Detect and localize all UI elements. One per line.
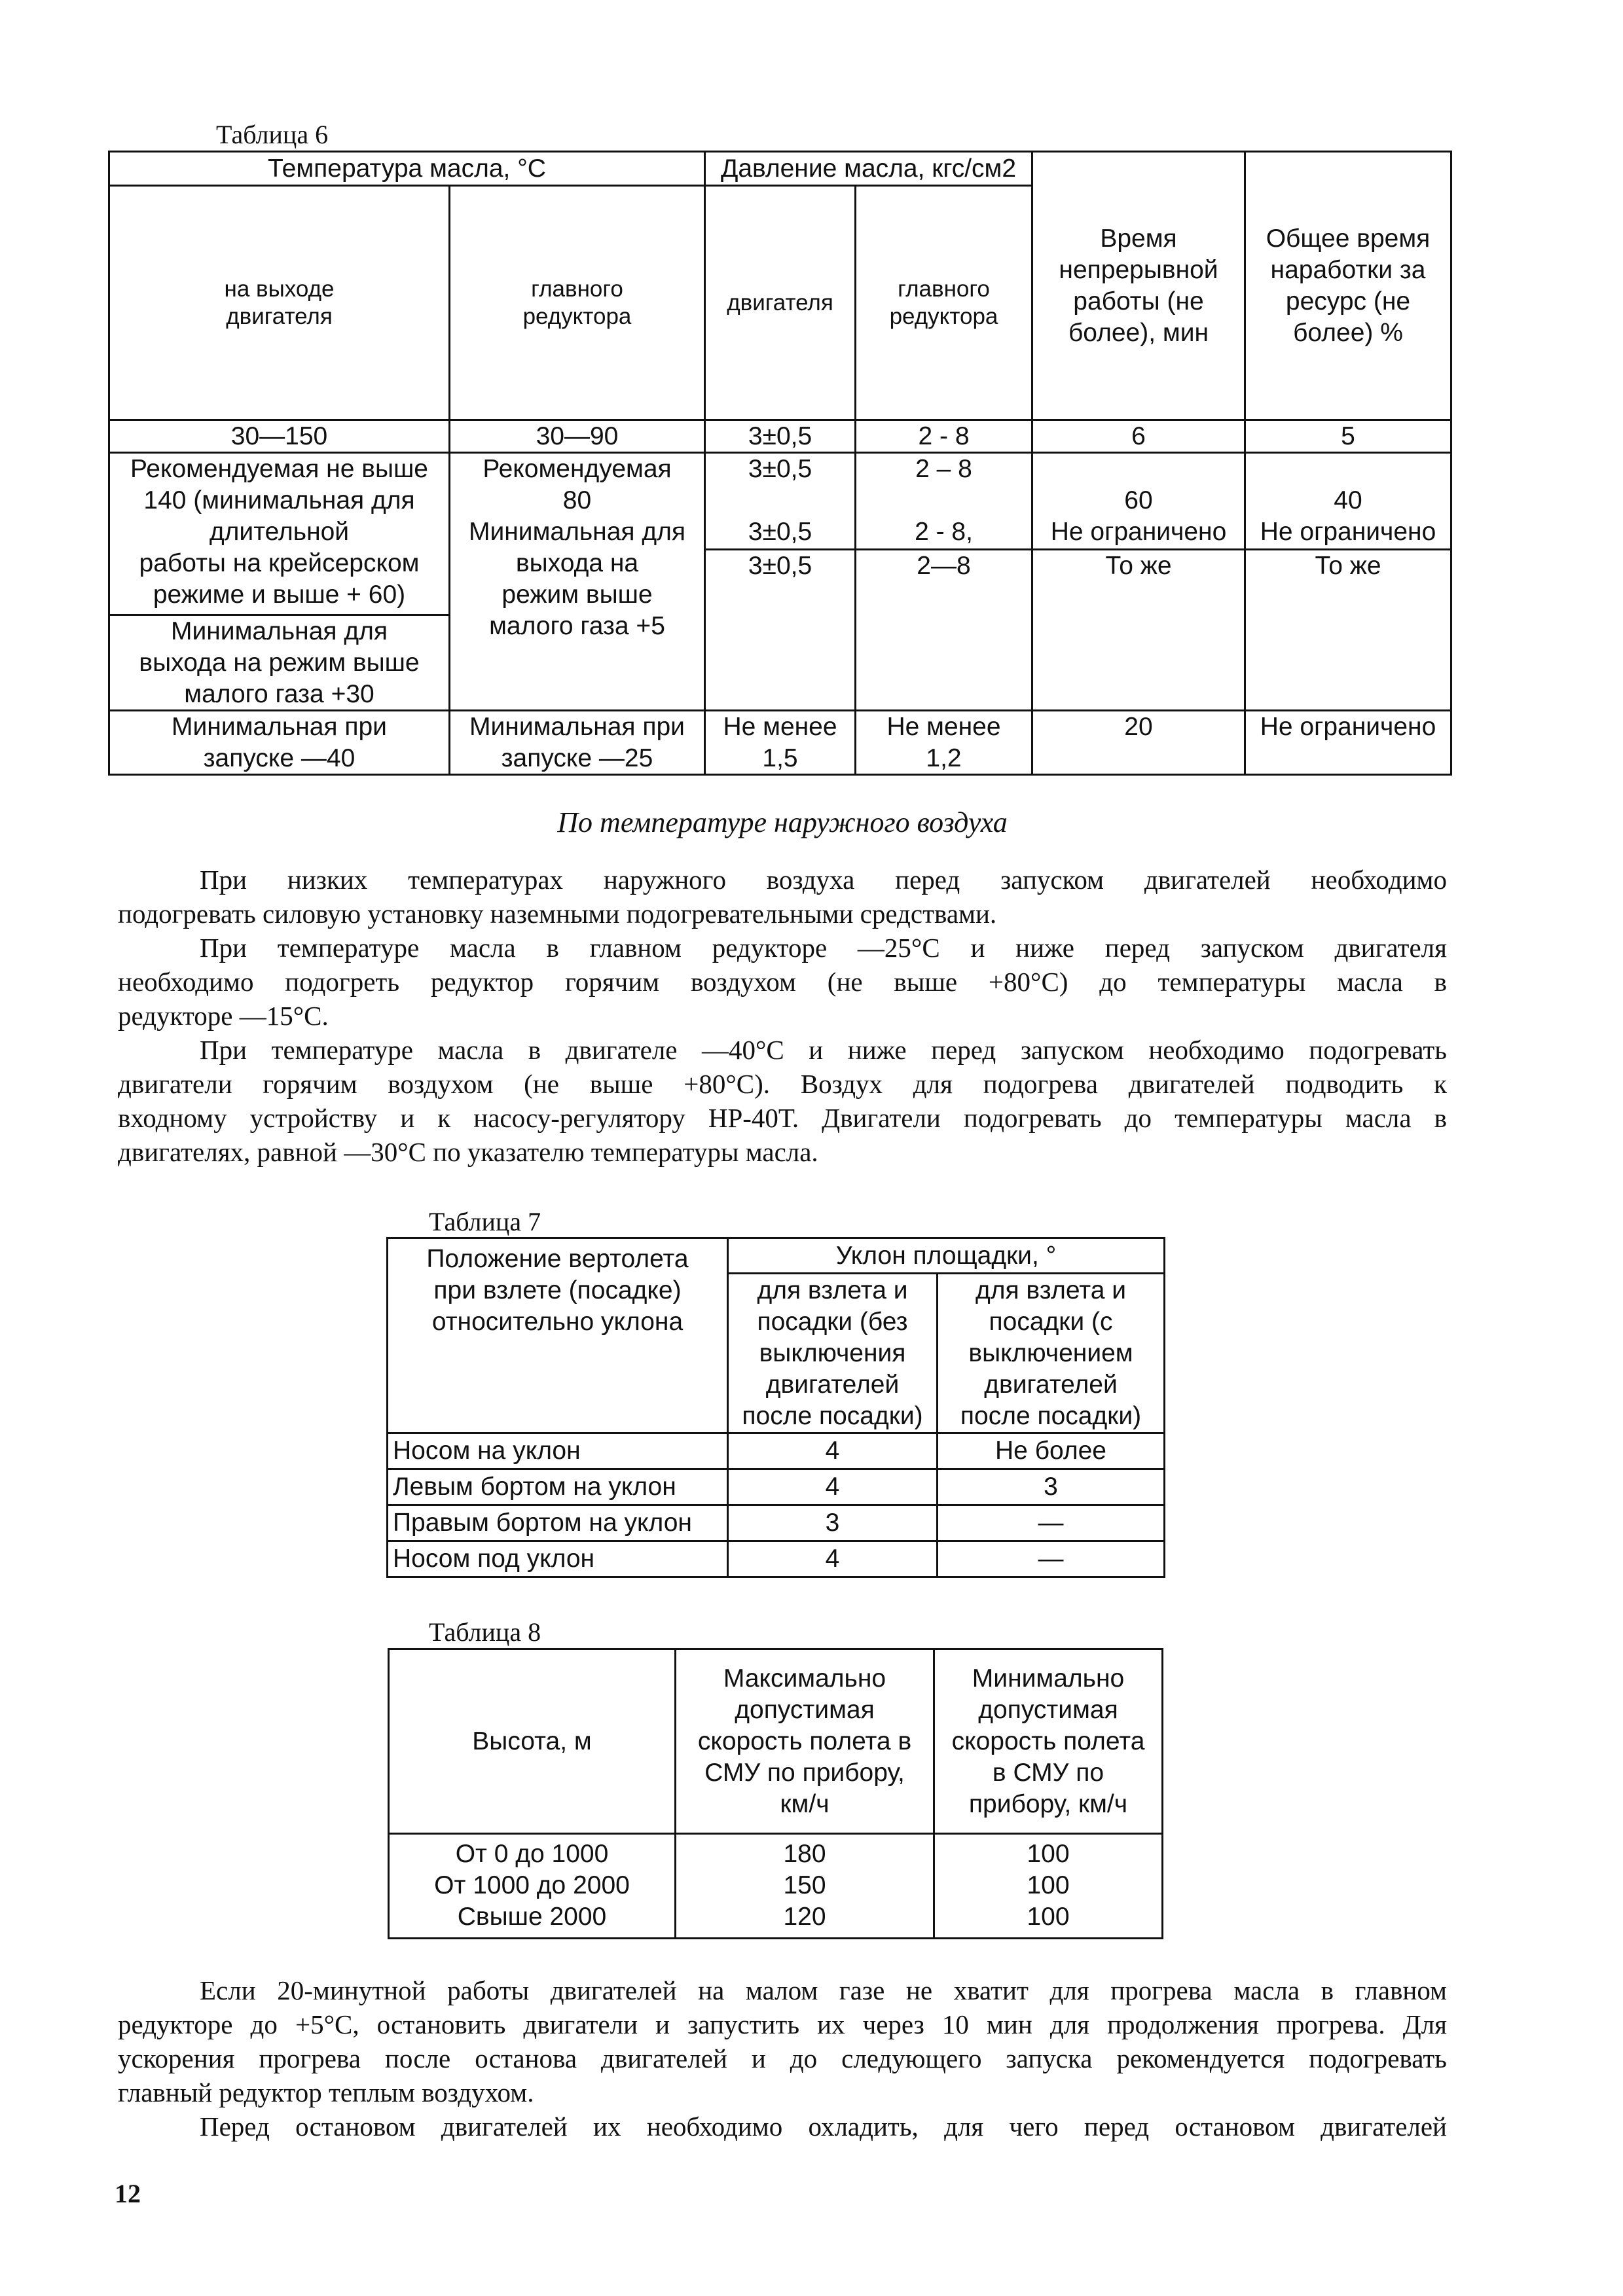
table6-r2-c2: Рекомендуемая 80 Минимальная для выхода на режим выше малого газа +5 (469, 455, 685, 640)
table6-r4-c2: Минимальная при запуске —25 (469, 712, 685, 772)
paragraph-4-line-1: Если 20-минутной работы двигателей на малом газе не хватит для прогрева масла в главном (200, 1975, 1447, 2005)
table6-r3-c4: 2—8 (917, 552, 971, 580)
table7-r4-without: 4 (825, 1545, 840, 1573)
table7-r2-with: 3 (1044, 1473, 1058, 1501)
header-without-shutdown: для взлета и посадки (без выключения двигателей после посадки) (742, 1276, 923, 1430)
table6-r2-c5b: Не ограничено (1050, 518, 1227, 546)
paragraph-3-line-3: входному устройству и к насосу-регулятору НР-40Т. Двигатели подогревать до температуры масла в (118, 1103, 1447, 1133)
table6-r1-c2: 30—90 (536, 422, 619, 450)
table6-r4-c5: 20 (1124, 713, 1153, 741)
table6-r3-c6: То же (1315, 552, 1381, 580)
paragraph-2-line-3: редукторе —15°С. (118, 1001, 329, 1031)
header-oil-pressure: Давление масла, кгс/см2 (720, 154, 1017, 183)
paragraph-2-line-1: При температуре масла в главном редукторе —25°С и ниже перед запуском двигателя (200, 933, 1447, 963)
paragraph-4-line-3: ускорения прогрева после останова двигателей и до следующего запуска рекомендуется подогревать (118, 2043, 1447, 2073)
body-text-1 (118, 863, 1447, 1169)
body-text-2 (118, 1973, 1447, 2144)
table6-r4-c1: Минимальная при запуске —40 (172, 712, 387, 772)
table6-r1-c1: 30—150 (230, 422, 328, 450)
table7-r4-with: — (1038, 1545, 1064, 1573)
header-total-time: Общее время наработки за ресурс (не более) % (1266, 224, 1431, 347)
header-max-speed: Максимально допустимая скорость полета в СМУ по прибору, км/ч (697, 1664, 912, 1818)
table6-r2-c6b: Не ограничено (1260, 518, 1436, 546)
table6-r2-c1-recommended: Рекомендуемая не выше 140 (минимальная для длительной работы на крейсерском режиме и выше + 60) (130, 455, 428, 609)
table6-r2-c4a: 2 – 8 (915, 455, 972, 483)
table7-r3-without: 3 (825, 1509, 840, 1537)
table6-r2-c3a: 3±0,5 (748, 455, 812, 483)
table7-r1-with: Не более (995, 1437, 1106, 1465)
page-number: 12 (115, 2179, 141, 2208)
table6-r1-c4: 2 - 8 (918, 422, 970, 450)
table6-r2-c5a: 60 (1124, 486, 1153, 514)
table6-caption: Таблица 6 (216, 120, 329, 149)
table6-r2-c6a: 40 (1334, 486, 1362, 514)
paragraph-5-line-1: Перед остановом двигателей их необходимо охладить, для чего перед остановом двигателей (200, 2111, 1447, 2142)
paragraph-3-line-1: При температуре масла в двигателе —40°С и ниже перед запуском необходимо подогревать (200, 1035, 1447, 1065)
paragraph-2-line-2: необходимо подогреть редуктор горячим воздухом (не выше +80°С) до температуры масла в (118, 967, 1447, 997)
table6-r1-c5: 6 (1131, 422, 1146, 450)
paragraph-1-line-2: подогревать силовую установку наземными подогревательными средствами. (118, 899, 997, 929)
table6-r3-c3: 3±0,5 (748, 552, 812, 580)
table7-r3-position: Правым бортом на уклон (393, 1509, 692, 1537)
table6-r1-c3: 3±0,5 (748, 422, 812, 450)
table8-max-speeds: 180 150 120 (783, 1840, 826, 1931)
paragraph-3-line-4: двигателях, равной —30°С по указателю температуры масла. (118, 1137, 818, 1167)
table8-heights: От 0 до 1000 От 1000 до 2000 Свыше 2000 (434, 1840, 630, 1931)
table8-caption: Таблица 8 (429, 1617, 541, 1647)
header-with-shutdown: для взлета и посадки (с выключением двигателей после посадки) (960, 1276, 1142, 1430)
table6-r4-c4: Не менее 1,2 (886, 712, 1001, 772)
table6-r4-c6: Не ограничено (1260, 713, 1436, 741)
header-min-speed: Минимально допустимая скорость полета в СМУ по прибору, км/ч (951, 1664, 1145, 1818)
table7-r3-with: — (1038, 1509, 1064, 1537)
table7-r4-position: Носом под уклон (393, 1545, 595, 1573)
header-oil-temperature: Температура масла, °С (268, 154, 546, 183)
header-continuous-time: Время непрерывной работы (не более), мин (1059, 224, 1218, 347)
table6-r2-c1-minimal: Минимальная для выхода на режим выше малого газа +30 (139, 617, 420, 708)
header-slope: Уклон площадки, ° (835, 1241, 1057, 1270)
table7-caption: Таблица 7 (429, 1207, 541, 1236)
table6-r3-c5: То же (1105, 552, 1172, 580)
table8-min-speeds: 100 100 100 (1027, 1840, 1070, 1931)
paragraph-4-line-2: редукторе до +5°С, остановить двигатели и запустить их через 10 мин для продолжения прогрева. Для (118, 2009, 1447, 2039)
table7-r2-position: Левым бортом на уклон (393, 1473, 676, 1501)
header-engine-exit: на выходе двигателя (224, 276, 335, 329)
table6-r4-c3: Не менее 1,5 (723, 712, 837, 772)
table6-r1-c6: 5 (1341, 422, 1355, 450)
table6-r2-c4b: 2 - 8, (915, 518, 973, 546)
paragraph-3-line-2: двигатели горячим воздухом (не выше +80°С). Воздух для подогрева двигателей подводить к (118, 1069, 1447, 1099)
paragraph-1-line-1: При низких температурах наружного воздуха перед запуском двигателей необходимо (200, 865, 1447, 895)
header-main-gearbox-pressure: главного редуктора (889, 276, 998, 329)
header-height: Высота, м (472, 1727, 592, 1755)
table7-r1-position: Носом на уклон (393, 1437, 581, 1465)
header-engine-pressure: двигателя (727, 289, 833, 315)
paragraph-4-line-4: главный редуктор теплым воздухом. (118, 2077, 534, 2108)
table7-r1-without: 4 (825, 1437, 840, 1465)
header-main-gearbox-temp: главного редуктора (522, 276, 632, 329)
header-position: Положение вертолета при взлете (посадке) относительно уклона (426, 1245, 689, 1336)
section-title: По температуре наружного воздуха (557, 806, 1008, 838)
table6-r2-c3b: 3±0,5 (748, 518, 812, 546)
table7-r2-without: 4 (825, 1473, 840, 1501)
